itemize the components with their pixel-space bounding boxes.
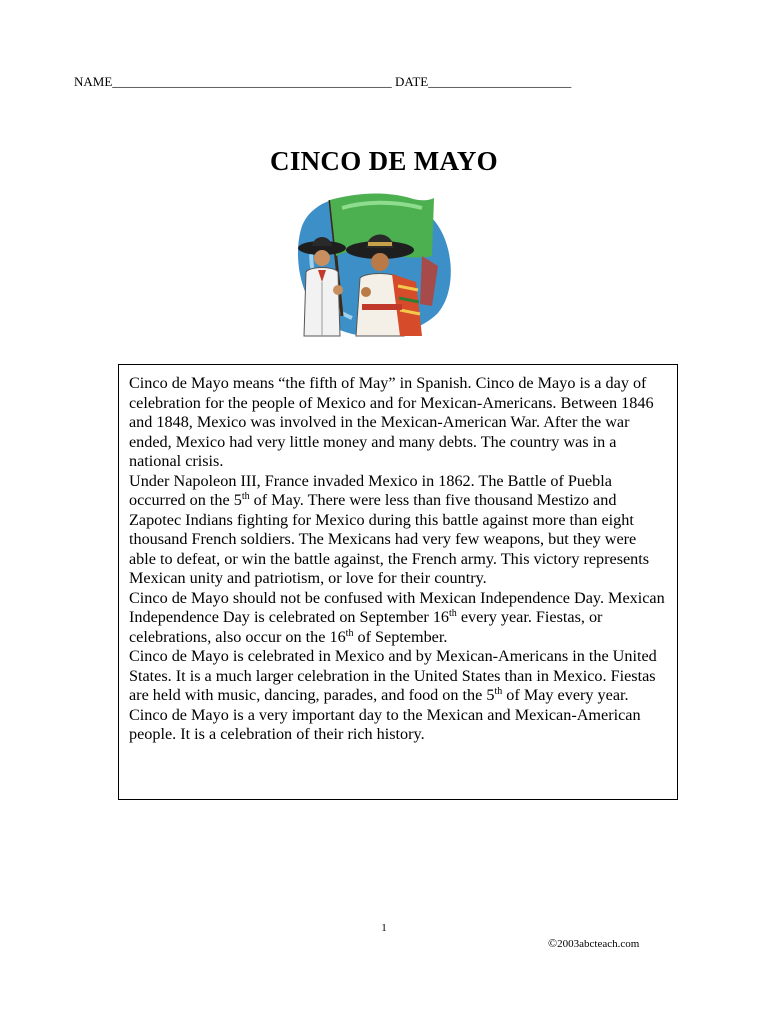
date-blank[interactable]: ______________________ <box>428 74 572 89</box>
paragraph-4: Cinco de Mayo is celebrated in Mexico and by Mexican-Americans in the United States. It is a much larger celebration in the United States than in Mexico. Fiestas are held with music, dancing, parades, and food on the 5th of May every year. Cinco de Mayo is a very important day to the Mexican and Mexican-American people. It is a celebration of their rich history. <box>129 647 657 743</box>
page-number: 1 <box>381 922 387 934</box>
copyright-notice <box>548 936 688 951</box>
copyright-text: 2003abcteach.com <box>557 938 640 950</box>
reading-passage-box <box>118 364 678 800</box>
paragraph-1: Cinco de Mayo means “the fifth of May” in Spanish. Cinco de Mayo is a day of celebration for the people of Mexico and for Mexican-Americans. Between 1846 and 1848, Mexico was involved in the Mexican-American War. After the war ended, Mexico had very little money and many debts. The country was in a national crisis. <box>129 374 654 470</box>
date-label: DATE <box>395 74 429 89</box>
page-title: CINCO DE MAYO <box>270 146 498 176</box>
paragraph-3: Cinco de Mayo should not be confused with Mexican Independence Day. Mexican Independence Day is celebrated on September 16th every year. Fiestas, or celebrations, also occur on the 16th of September. <box>129 588 665 646</box>
name-blank[interactable]: ___________________________________________ <box>112 74 392 89</box>
paragraph-2: Under Napoleon III, France invaded Mexico in 1862. The Battle of Puebla occurred on the 5th of May. There were less than five thousand Mestizo and Zapotec Indians fighting for Mexico during this battle against more than eight thousand French soldiers. The Mexicans had very few weapons, but they were able to defeat, or win the battle against, the French army. This victory represents Mexican unity and patriotism, or love for their country. <box>129 471 650 587</box>
copyright-icon: © <box>548 936 558 950</box>
name-date-line <box>74 74 694 90</box>
name-label: NAME <box>74 74 113 89</box>
two-men-with-flag-clipart-icon <box>282 186 456 340</box>
